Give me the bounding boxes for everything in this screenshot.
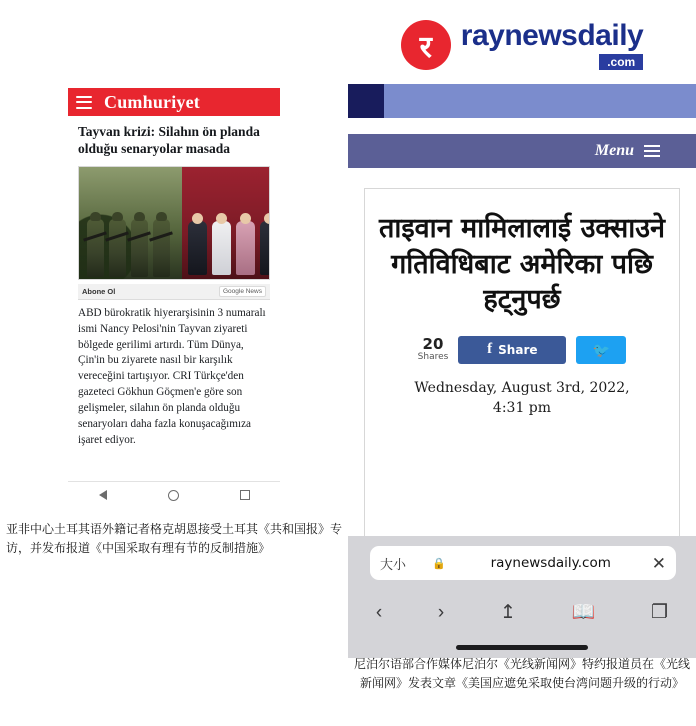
facebook-share-button[interactable] [458,336,566,364]
right-caption-text: 尼泊尔语部合作媒体尼泊尔《光线新闻网》特约报道员在《光线新闻网》发表文章《美国应遮免采取使台湾问题升级的行动》 [354,657,691,690]
nepali-article-card [364,188,680,560]
brand-mark-icon: र [401,20,451,70]
article-date: Wednesday, August 3rd, 2022, [414,379,630,396]
site-logo[interactable]: Cumhuriyet [104,91,200,112]
cumhuriyet-header [68,88,280,116]
subscribe-label[interactable]: Abone Ol [82,286,116,296]
share-icon[interactable]: ↥ [499,601,516,623]
subscribe-bar [78,284,270,300]
share-count-block [418,337,449,362]
twitter-icon: 🐦 [592,341,611,358]
facebook-share-label: Share [498,342,538,357]
tabs-icon[interactable]: ❐ [651,601,669,623]
address-bar[interactable] [370,546,676,580]
share-count-number: 20 [422,335,444,354]
safari-browser-chrome [348,536,696,658]
recents-square-icon[interactable] [240,490,250,500]
article-time: 4:31 pm [492,400,552,417]
phone-navigation-bar [68,481,280,508]
hamburger-icon[interactable] [644,145,660,157]
left-caption-text: 亚非中心土耳其语外籍记者格克胡恩接受土耳其《共和国报》专访，并发布报道《中国采取有理有节的反制措施》 [6,522,343,555]
text-size-button[interactable]: 大小 [380,557,407,573]
article-body: ABD bürokratik hiyerarşisinin 3 numaralı ismi Nancy Pelosi'nin Tayvan ziyareti bölgede gerilimi artırdı. Tüm Dünya, Çin'in bu ziyarete nasıl bir karşılık vereceğini tartışıyor. CRI Türkçe'den gazeteci Gökhun Göçmen'e göre son gelişmeler, silahın ön planda olduğu senaryoları daha fazla konuşacağımıza işaret ediyor. [78,306,266,446]
share-row [365,336,679,364]
raynewsdaily-logo[interactable] [348,10,696,80]
chevron-right-icon[interactable]: › [437,601,445,623]
hamburger-icon[interactable] [76,96,92,109]
home-indicator [456,645,588,650]
twitter-share-button[interactable] [576,336,626,364]
menu-label[interactable]: Menu [594,142,634,159]
article-date-block [365,378,679,419]
banner-band [348,84,696,118]
book-icon[interactable]: 📖 [571,601,596,623]
right-panel [348,0,696,726]
brand-name: raynewsdaily [460,18,644,52]
facebook-icon: f [487,341,493,358]
browser-toolbar [348,590,696,634]
photo-soldiers-region [79,167,185,279]
url-text[interactable]: raynewsdaily.com [490,555,611,571]
article-headline: Tayvan krizi: Silahın ön planda olduğu senaryolar masada [78,124,260,156]
share-count-label: Shares [417,352,449,363]
chevron-left-icon[interactable]: ‹ [375,601,383,623]
brand-text-block [460,18,644,70]
cumhuriyet-article-screenshot [68,88,280,508]
close-icon[interactable]: ✕ [651,553,666,573]
google-news-chip[interactable]: Google News [219,286,266,297]
site-menu-bar[interactable] [348,134,696,168]
article-headline: ताइवान मामिलालाई उक्साउने गतिविधिबाट अमेरिका पछि हट्नुपर्छ [379,213,665,316]
back-triangle-icon[interactable] [99,490,107,500]
brand-domain: .com [599,54,643,70]
lock-icon: 🔒 [432,557,446,570]
photo-delegation-region [182,167,269,279]
home-circle-icon[interactable] [168,490,179,501]
article-photo [78,166,270,280]
